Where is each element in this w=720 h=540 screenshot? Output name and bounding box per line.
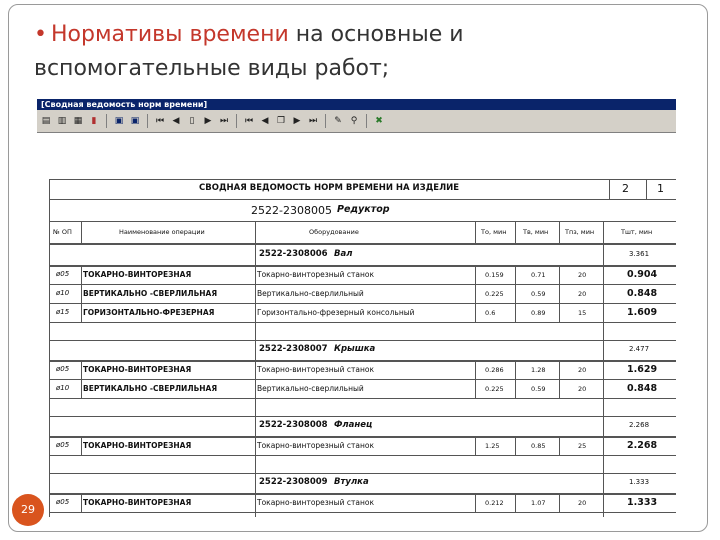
row-divider bbox=[49, 455, 676, 456]
last-page-icon[interactable]: ⏭ bbox=[219, 116, 229, 126]
column-header: Тшт, мин bbox=[621, 228, 653, 236]
col-divider bbox=[475, 379, 476, 398]
col-divider bbox=[255, 398, 256, 416]
row-divider bbox=[49, 436, 676, 438]
report-title: СВОДНАЯ ВЕДОМОСТЬ НОРМ ВРЕМЕНИ НА ИЗДЕЛИЕ bbox=[199, 183, 460, 193]
op-name: ВЕРТИКАЛЬНО -СВЕРЛИЛЬНАЯ bbox=[83, 384, 218, 393]
row-divider bbox=[49, 473, 676, 474]
op-name: ТОКАРНО-ВИНТОРЕЗНАЯ bbox=[83, 441, 192, 450]
op-tv: 0.71 bbox=[531, 271, 546, 279]
part-name: Крышка bbox=[334, 344, 376, 354]
col-divider bbox=[515, 303, 516, 322]
col-divider bbox=[255, 512, 256, 517]
page-number: 29 bbox=[12, 494, 44, 526]
toolbar-separator bbox=[366, 114, 367, 128]
row-divider bbox=[49, 303, 676, 304]
col-divider bbox=[515, 436, 516, 455]
col-divider bbox=[255, 416, 256, 436]
col-divider bbox=[603, 379, 604, 398]
export-icon[interactable]: ✖ bbox=[375, 116, 383, 126]
col-divider bbox=[559, 436, 560, 455]
op-name: ГОРИЗОНТАЛЬНО-ФРЕЗЕРНАЯ bbox=[83, 308, 215, 317]
column-header: Оборудование bbox=[309, 228, 359, 236]
part-name: Втулка bbox=[334, 477, 369, 487]
op-number: ø10 bbox=[56, 289, 70, 297]
next-icon[interactable]: ▶ bbox=[293, 116, 301, 126]
first-icon[interactable]: ⏮ bbox=[244, 116, 254, 126]
op-tv: 1.28 bbox=[531, 366, 546, 374]
col-divider bbox=[81, 265, 82, 284]
op-equipment: Горизонтально-фрезерный консольный bbox=[257, 308, 415, 317]
slide-title bbox=[34, 18, 674, 86]
col-divider bbox=[81, 221, 82, 245]
last-icon[interactable]: ⏭ bbox=[308, 116, 318, 126]
sheet-number: 1 bbox=[657, 182, 664, 195]
sheet-total: 2 bbox=[622, 182, 629, 195]
column-header: № ОП bbox=[53, 228, 72, 236]
save-icon[interactable]: ▣ bbox=[114, 116, 124, 126]
col-divider bbox=[81, 284, 82, 303]
op-tpz: 15 bbox=[578, 309, 587, 317]
product-name: Редуктор bbox=[337, 204, 390, 215]
edit-icon[interactable]: ✎ bbox=[334, 116, 342, 126]
op-tpz: 25 bbox=[578, 442, 587, 450]
col-divider bbox=[515, 379, 516, 398]
col-divider bbox=[81, 436, 82, 455]
col-divider bbox=[255, 322, 256, 340]
row-divider bbox=[49, 360, 676, 362]
col-divider bbox=[255, 245, 256, 265]
part-total: 2.268 bbox=[629, 421, 650, 429]
report-window bbox=[37, 99, 676, 517]
report-content bbox=[37, 133, 676, 517]
op-tv: 0.85 bbox=[531, 442, 546, 450]
op-tpz: 20 bbox=[578, 385, 587, 393]
col-divider bbox=[255, 379, 256, 398]
col-divider bbox=[475, 221, 476, 245]
col-divider bbox=[255, 265, 256, 284]
op-tv: 1.07 bbox=[531, 499, 546, 507]
op-to: 0.212 bbox=[485, 499, 504, 507]
row-divider bbox=[49, 398, 676, 399]
part-name: Фланец bbox=[334, 420, 373, 430]
op-equipment: Токарно-винторезный станок bbox=[257, 498, 374, 507]
bullet-icon: • bbox=[34, 22, 47, 47]
op-number: ø05 bbox=[56, 498, 70, 506]
col-divider bbox=[603, 493, 604, 512]
op-tpz: 20 bbox=[578, 499, 587, 507]
row-divider bbox=[49, 340, 676, 341]
op-to: 1.25 bbox=[485, 442, 500, 450]
op-tpz: 20 bbox=[578, 366, 587, 374]
op-tsht: 1.629 bbox=[627, 364, 658, 375]
col-divider bbox=[603, 303, 604, 322]
col-divider bbox=[475, 265, 476, 284]
op-name: ВЕРТИКАЛЬНО -СВЕРЛИЛЬНАЯ bbox=[83, 289, 218, 298]
column-header: Тпз, мин bbox=[565, 228, 595, 236]
row-divider bbox=[49, 284, 676, 285]
col-divider bbox=[475, 436, 476, 455]
op-name: ТОКАРНО-ВИНТОРЕЗНАЯ bbox=[83, 365, 192, 374]
col-divider bbox=[559, 221, 560, 245]
part-code: 2522-2308008 bbox=[259, 420, 328, 430]
col-divider bbox=[255, 455, 256, 473]
page-icon[interactable]: ▯ bbox=[189, 116, 195, 126]
copy-pages-icon[interactable]: ❐ bbox=[276, 116, 286, 126]
col-divider bbox=[81, 360, 82, 379]
op-number: ø15 bbox=[56, 308, 70, 316]
col-divider bbox=[475, 493, 476, 512]
col-divider bbox=[475, 303, 476, 322]
col-divider bbox=[559, 265, 560, 284]
row-divider bbox=[49, 221, 676, 222]
col-divider bbox=[515, 360, 516, 379]
op-to: 0.6 bbox=[485, 309, 496, 317]
op-tv: 0.59 bbox=[531, 290, 546, 298]
col-divider bbox=[559, 493, 560, 512]
op-to: 0.286 bbox=[485, 366, 504, 374]
print-setup-icon[interactable]: ▥ bbox=[57, 116, 67, 126]
toolbar-separator bbox=[106, 114, 107, 128]
col-divider bbox=[49, 179, 50, 517]
op-number: ø05 bbox=[56, 365, 70, 373]
op-number: ø10 bbox=[56, 384, 70, 392]
op-tsht: 0.848 bbox=[627, 288, 658, 299]
part-total: 2.477 bbox=[629, 345, 650, 353]
col-divider bbox=[603, 221, 604, 245]
save-as-icon[interactable]: ▣ bbox=[130, 116, 140, 126]
row-divider bbox=[49, 379, 676, 380]
op-name: ТОКАРНО-ВИНТОРЕЗНАЯ bbox=[83, 270, 192, 279]
col-divider bbox=[81, 303, 82, 322]
op-tv: 0.89 bbox=[531, 309, 546, 317]
col-divider bbox=[515, 284, 516, 303]
col-divider bbox=[255, 303, 256, 322]
search-icon[interactable]: ⚲ bbox=[350, 116, 358, 126]
columns-icon[interactable]: ▮ bbox=[91, 116, 97, 126]
part-total: 1.333 bbox=[629, 478, 650, 486]
prev-icon[interactable]: ◀ bbox=[261, 116, 269, 126]
toolbar-separator bbox=[325, 114, 326, 128]
col-divider bbox=[603, 340, 604, 360]
col-divider bbox=[603, 245, 604, 265]
print-icon[interactable]: ▤ bbox=[41, 116, 51, 126]
col-divider bbox=[255, 340, 256, 360]
column-header: Тв, мин bbox=[523, 228, 549, 236]
col-divider bbox=[475, 284, 476, 303]
op-tsht: 0.848 bbox=[627, 383, 658, 394]
op-equipment: Вертикально-сверлильный bbox=[257, 384, 364, 393]
col-divider bbox=[646, 179, 647, 199]
col-divider bbox=[515, 493, 516, 512]
title-accent: Нормативы времени bbox=[50, 22, 289, 47]
col-divider bbox=[559, 284, 560, 303]
op-number: ø05 bbox=[56, 441, 70, 449]
op-equipment: Токарно-винторезный станок bbox=[257, 365, 374, 374]
op-tsht: 0.904 bbox=[627, 269, 658, 280]
toolbar-separator bbox=[236, 114, 237, 128]
col-divider bbox=[603, 512, 604, 517]
title-rest: на основные и bbox=[288, 22, 464, 47]
col-divider bbox=[255, 221, 256, 245]
op-equipment: Вертикально-сверлильный bbox=[257, 289, 364, 298]
col-divider bbox=[603, 322, 604, 340]
row-divider bbox=[49, 322, 676, 323]
op-tsht: 1.609 bbox=[627, 307, 658, 318]
part-total: 3.361 bbox=[629, 250, 650, 258]
op-to: 0.225 bbox=[485, 385, 504, 393]
next-page-icon[interactable]: ▶ bbox=[204, 116, 212, 126]
col-divider bbox=[603, 436, 604, 455]
op-number: ø05 bbox=[56, 270, 70, 278]
op-equipment: Токарно-винторезный станок bbox=[257, 441, 374, 450]
column-header: То, мин bbox=[481, 228, 507, 236]
op-tsht: 1.333 bbox=[627, 497, 658, 508]
product-code: 2522-2308005 bbox=[251, 204, 332, 217]
col-divider bbox=[515, 265, 516, 284]
op-to: 0.225 bbox=[485, 290, 504, 298]
col-divider bbox=[255, 473, 256, 493]
row-divider bbox=[49, 265, 676, 267]
col-divider bbox=[255, 284, 256, 303]
fax-icon[interactable]: ▦ bbox=[73, 116, 83, 126]
row-divider bbox=[49, 199, 676, 200]
col-divider bbox=[603, 473, 604, 493]
col-divider bbox=[255, 493, 256, 512]
toolbar bbox=[37, 110, 676, 133]
row-divider bbox=[49, 416, 676, 417]
col-divider bbox=[603, 416, 604, 436]
row-divider bbox=[49, 493, 676, 495]
col-divider bbox=[603, 455, 604, 473]
col-divider bbox=[603, 265, 604, 284]
col-divider bbox=[609, 179, 610, 199]
row-divider bbox=[49, 243, 676, 245]
col-divider bbox=[559, 360, 560, 379]
op-name: ТОКАРНО-ВИНТОРЕЗНАЯ bbox=[83, 498, 192, 507]
row-divider bbox=[49, 179, 676, 180]
first-page-icon[interactable]: ⏮ bbox=[155, 116, 165, 126]
col-divider bbox=[603, 398, 604, 416]
part-code: 2522-2308007 bbox=[259, 344, 328, 354]
col-divider bbox=[515, 221, 516, 245]
op-tsht: 2.268 bbox=[627, 440, 658, 451]
col-divider bbox=[603, 284, 604, 303]
part-code: 2522-2308009 bbox=[259, 477, 328, 487]
col-divider bbox=[255, 360, 256, 379]
op-to: 0.159 bbox=[485, 271, 504, 279]
prev-page-icon[interactable]: ◀ bbox=[172, 116, 180, 126]
toolbar-separator bbox=[147, 114, 148, 128]
col-divider bbox=[559, 303, 560, 322]
part-code: 2522-2308006 bbox=[259, 249, 328, 259]
part-name: Вал bbox=[334, 249, 353, 259]
row-divider bbox=[49, 512, 676, 513]
col-divider bbox=[603, 360, 604, 379]
op-tpz: 20 bbox=[578, 271, 587, 279]
column-header: Наименование операции bbox=[119, 228, 205, 236]
col-divider bbox=[81, 493, 82, 512]
window-title: [Сводная ведомость норм времени] bbox=[37, 99, 676, 110]
op-tv: 0.59 bbox=[531, 385, 546, 393]
col-divider bbox=[559, 379, 560, 398]
title-line2: вспомогательные виды работ; bbox=[34, 56, 390, 81]
op-tpz: 20 bbox=[578, 290, 587, 298]
col-divider bbox=[81, 379, 82, 398]
op-equipment: Токарно-винторезный станок bbox=[257, 270, 374, 279]
col-divider bbox=[255, 436, 256, 455]
col-divider bbox=[475, 360, 476, 379]
